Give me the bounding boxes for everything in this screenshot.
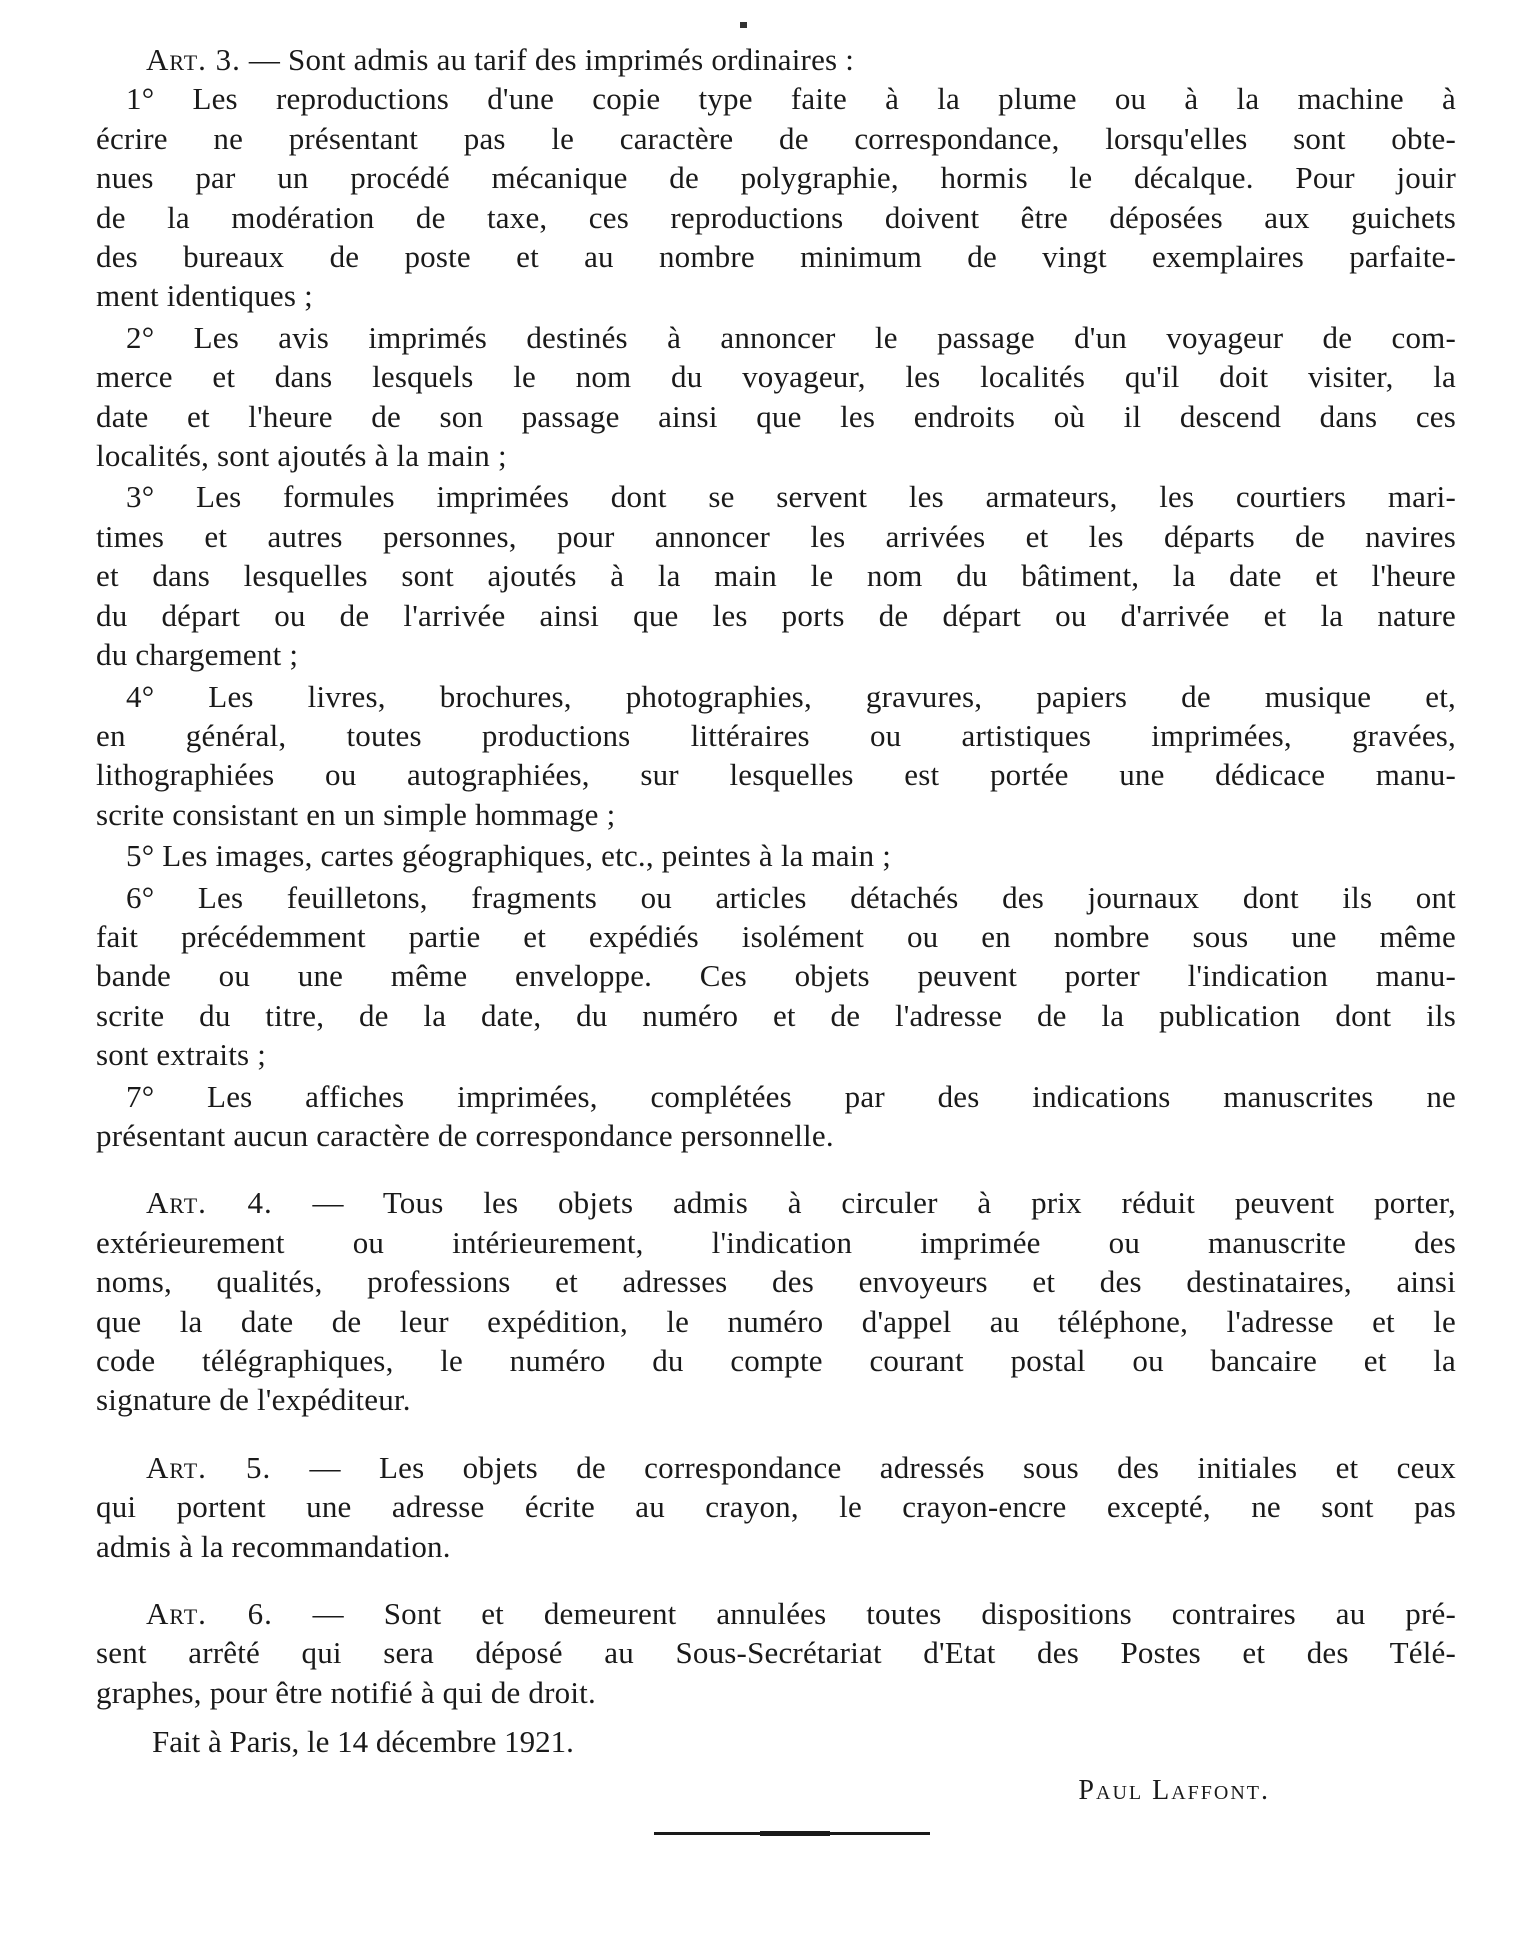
article-6-line: sent arrêté qui sera déposé au Sous-Secrétariat d'Etat des Postes et des Télé- — [96, 1635, 1456, 1671]
article-3-heading: Art. 3. — Sont admis au tarif des imprimés ordinaires : — [146, 42, 855, 77]
article-4-label: Art. 4. — [146, 1185, 273, 1221]
document-page — [96, 40, 1456, 1810]
item-5-line: 5° Les images, cartes géographiques, etc., peintes à la main ; — [126, 838, 892, 874]
item-6-line: scrite du titre, de la date, du numéro et de l'adresse de la publication dont ils — [96, 997, 1456, 1033]
print-speck — [740, 22, 747, 28]
item-1-line: 1° Les reproductions d'une copie type faite à la plume ou à la machine à — [126, 81, 1456, 117]
item-3-line: 3° Les formules imprimées dont se servent les armateurs, les courtiers mari- — [126, 479, 1456, 515]
item-3-line: du chargement ; — [96, 637, 299, 673]
signature: Paul Laffont. — [1078, 1775, 1270, 1807]
article-3 — [96, 40, 1456, 1155]
item-4-line: lithographiées ou autographiées, sur lesquelles est portée une dédicace manu- — [96, 757, 1456, 793]
item-2-line: date et l'heure de son passage ainsi que les endroits où il descend dans ces — [96, 398, 1456, 434]
item-1-line: écrire ne présentant pas le caractère de correspondance, lorsqu'elles sont obte- — [96, 120, 1456, 156]
item-4-line: en général, toutes productions littéraires ou artistiques imprimées, gravées, — [96, 717, 1456, 753]
item-2-line: localités, sont ajoutés à la main ; — [96, 438, 507, 474]
item-2-line: 2° Les avis imprimés destinés à annoncer le passage d'un voyageur de com- — [126, 319, 1456, 355]
article-6-heading: Art. 6. — Sont et demeurent annulées toutes dispositions contraires au pré- — [146, 1596, 1456, 1632]
article-6-line: graphes, pour être notifié à qui de droit. — [96, 1674, 596, 1710]
article-4-line: signature de l'expéditeur. — [96, 1382, 411, 1418]
item-6-line: 6° Les feuilletons, fragments ou articles détachés des journaux dont ils ont — [126, 879, 1456, 915]
article-5-line: admis à la recommandation. — [96, 1528, 451, 1564]
item-1-line: nues par un procédé mécanique de polygraphie, hormis le décalque. Pour jouir — [96, 160, 1456, 196]
article-5-line: qui portent une adresse écrite au crayon, le crayon-encre excepté, ne sont pas — [96, 1489, 1456, 1525]
article-6-label: Art. 6. — [146, 1596, 273, 1632]
item-6-line: fait précédemment partie et expédiés isolément ou en nombre sous une même — [96, 918, 1456, 954]
article-6 — [96, 1594, 1456, 1712]
article-4-line: noms, qualités, professions et adresses des envoyeurs et des destinataires, ainsi — [96, 1264, 1456, 1300]
closing-rule-center — [760, 1831, 830, 1836]
article-5 — [96, 1448, 1456, 1566]
item-1-line: des bureaux de poste et au nombre minimum de vingt exemplaires parfaite- — [96, 239, 1456, 275]
article-3-label: Art. 3. — [146, 42, 241, 77]
item-1-line: ment identiques ; — [96, 278, 313, 314]
article-4-line: code télégraphiques, le numéro du compte courant postal ou bancaire et la — [96, 1343, 1456, 1378]
item-4-line: 4° Les livres, brochures, photographies, gravures, papiers de musique et, — [126, 678, 1456, 714]
article-4-heading: Art. 4. — Tous les objets admis à circuler à prix réduit peuvent porter, — [146, 1185, 1456, 1221]
article-4-line: que la date de leur expédition, le numéro d'appel au téléphone, l'adresse et le — [96, 1303, 1456, 1339]
item-6-line: sont extraits ; — [96, 1037, 267, 1073]
article-4 — [96, 1183, 1456, 1419]
closing-place-date: Fait à Paris, le 14 décembre 1921. — [152, 1724, 574, 1760]
article-4-line: extérieurement ou intérieurement, l'indication imprimée ou manuscrite des — [96, 1224, 1456, 1260]
article-5-heading: Art. 5. — Les objets de correspondance adressés sous des initiales et ceux — [146, 1449, 1456, 1485]
item-2-line: merce et dans lesquels le nom du voyageur, les localités qu'il doit visiter, la — [96, 359, 1456, 395]
article-5-label: Art. 5. — [146, 1449, 272, 1485]
item-6-line: bande ou une même enveloppe. Ces objets peuvent porter l'indication manu- — [96, 958, 1456, 994]
item-3-line: du départ ou de l'arrivée ainsi que les ports de départ ou d'arrivée et la nature — [96, 597, 1456, 633]
item-3-line: et dans lesquelles sont ajoutés à la main le nom du bâtiment, la date et l'heure — [96, 558, 1456, 594]
item-7-line: 7° Les affiches imprimées, complétées par des indications manuscrites ne — [126, 1078, 1456, 1114]
item-3-line: times et autres personnes, pour annoncer les arrivées et les départs de navires — [96, 518, 1456, 554]
item-1-line: de la modération de taxe, ces reproductions doivent être déposées aux guichets — [96, 199, 1456, 235]
item-4-line: scrite consistant en un simple hommage ; — [96, 796, 616, 832]
item-7-line: présentant aucun caractère de correspondance personnelle. — [96, 1117, 834, 1153]
